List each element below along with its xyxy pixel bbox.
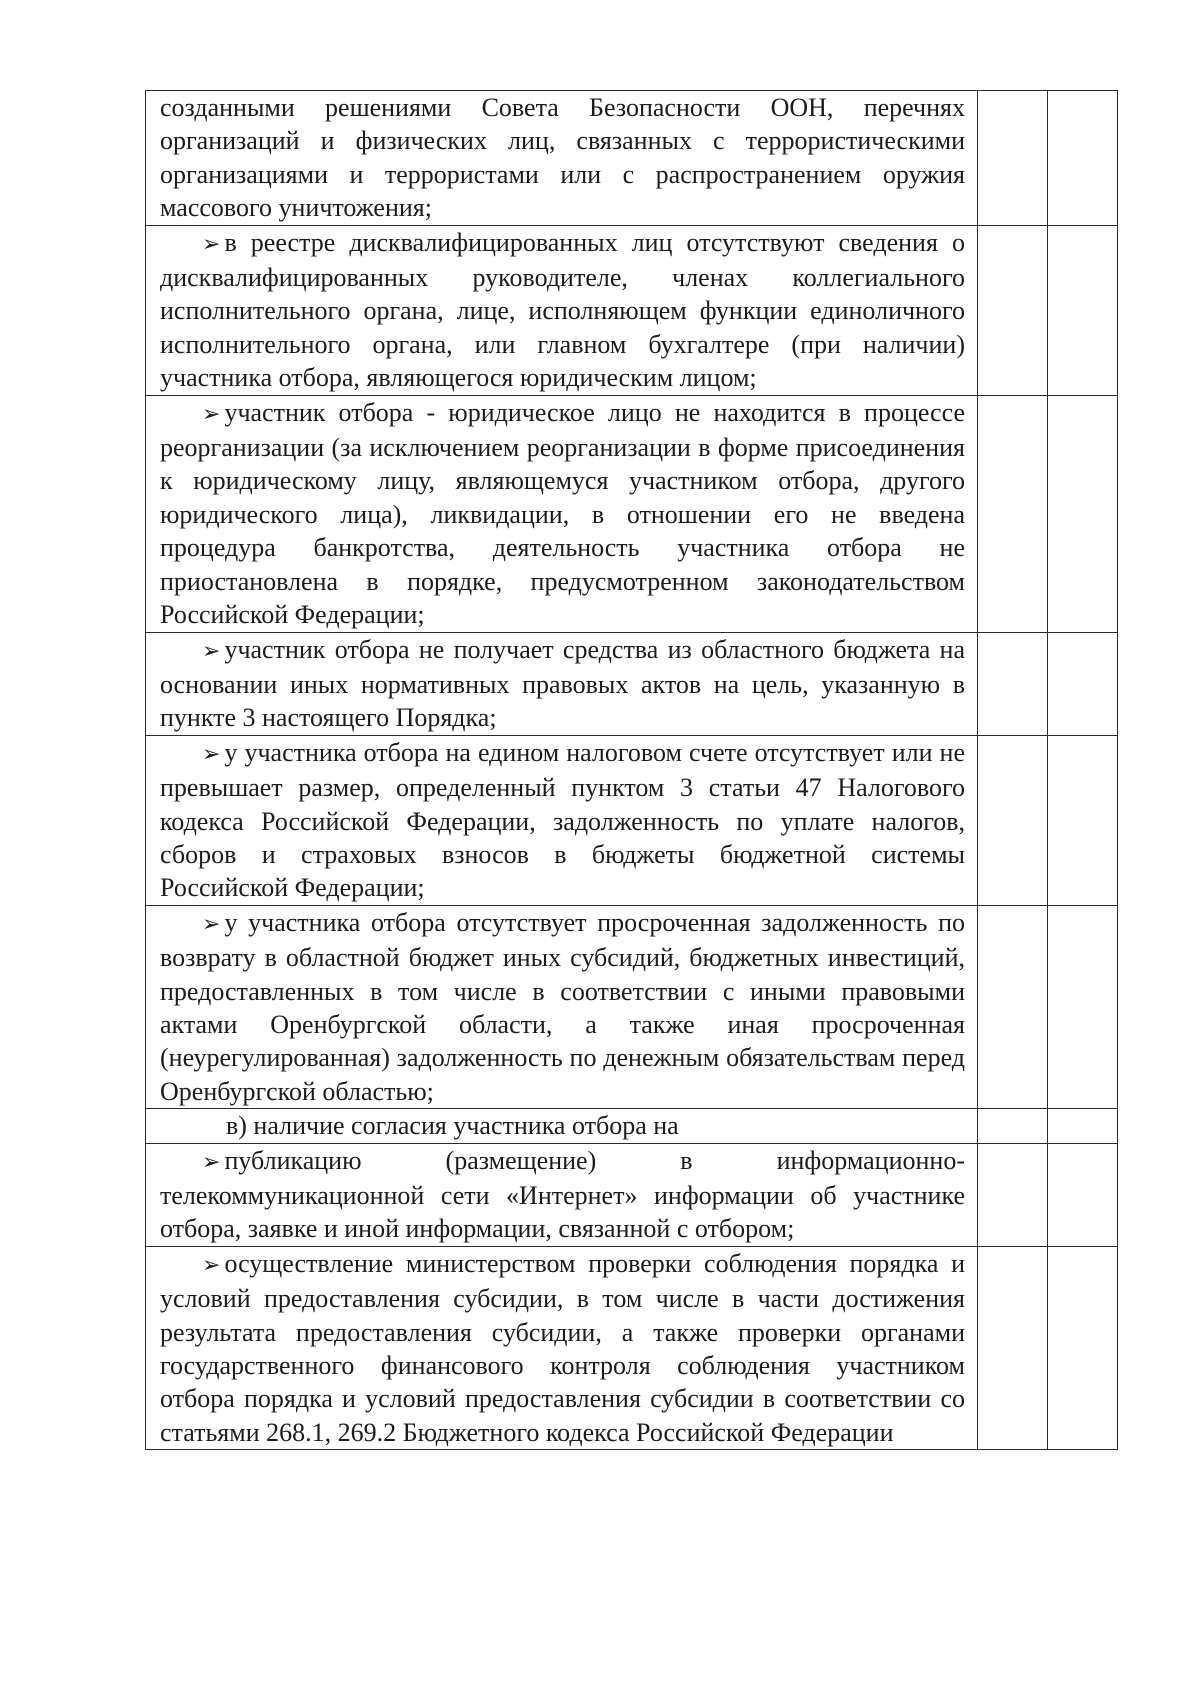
requirement-paragraph	[160, 736, 965, 905]
table-row	[146, 905, 1118, 1108]
requirement-text-cell	[146, 1143, 978, 1246]
check-cell-2	[1048, 395, 1118, 632]
requirement-text: осуществление министерством проверки соблюдения порядка и условий предоставления субсидии, в том числе в части достижения результата предоставления субсидии, а также проверки органами государственного финансового контроля соблюдения участником отбора порядка и условий предоставления субсидии в соответствии со статьями 268.1, 269.2 Бюджетного кодекса Российской Федерации	[160, 1248, 965, 1447]
table-row	[146, 1246, 1118, 1449]
requirement-text: у участника отбора на едином налоговом счете отсутствует или не превышает размер, определенный пунктом 3 статьи 47 Налогового кодекса Российской Федерации, задолженность по уплате налогов, сборов и страховых взносов в бюджеты бюджетной системы Российской Федерации;	[160, 737, 965, 903]
check-cell-1	[978, 632, 1048, 735]
requirement-text: у участника отбора отсутствует просроченная задолженность по возврату в областной бюджет иных субсидий, бюджетных инвестиций, предоставленных в том числе в соответствии с иными правовыми актами Оренбургской области, а также иная просроченная (неурегулированная) задолженность по денежным обязательствам перед Оренбургской областью;	[160, 907, 965, 1106]
requirement-paragraph	[160, 1247, 965, 1449]
check-cell-2	[1048, 225, 1118, 395]
requirement-paragraph	[160, 1144, 965, 1246]
requirement-paragraph	[160, 226, 965, 395]
arrow-bullet-icon: ➢	[202, 1149, 221, 1175]
requirement-text: публикацию (размещение) в информационно-телекоммуникационной сети «Интернет» информации об участнике отбора, заявке и иной информации, связанной с отбором;	[160, 1145, 965, 1244]
requirement-text: участник отбора не получает средства из областного бюджета на основании иных нормативных правовых актов на цель, указанную в пункте 3 настоящего Порядка;	[160, 634, 965, 733]
arrow-bullet-icon: ➢	[202, 741, 221, 767]
check-cell-1	[978, 1109, 1048, 1143]
requirement-text-cell	[146, 735, 978, 905]
check-cell-1	[978, 1143, 1048, 1246]
check-cell-1	[978, 905, 1048, 1108]
table-row	[146, 225, 1118, 395]
requirement-text: созданными решениями Совета Безопасности ООН, перечнях организаций и физических лиц, связанных с террористическими организациями и террористами или с распространением оружия массового уничтожения;	[160, 93, 965, 223]
requirement-text: в) наличие согласия участника отбора на	[226, 1111, 679, 1141]
requirement-text: участник отбора - юридическое лицо не находится в процессе реорганизации (за исключением реорганизации в форме присоединения к юридическому лицу, являющемуся участником отбора, другого юридического лица), ликвидации, в отношении его не введена процедура банкротства, деятельность участника отбора не приостановлена в порядке, предусмотренном законодательством Российской Федерации;	[160, 397, 965, 630]
arrow-bullet-icon: ➢	[202, 638, 221, 664]
requirements-table	[145, 90, 1118, 1450]
requirement-text-cell	[146, 1246, 978, 1449]
requirement-text-cell	[146, 91, 978, 226]
check-cell-2	[1048, 735, 1118, 905]
check-cell-1	[978, 735, 1048, 905]
table-row	[146, 632, 1118, 735]
requirement-text-cell	[146, 1109, 978, 1143]
check-cell-2	[1048, 632, 1118, 735]
requirement-text-cell	[146, 395, 978, 632]
table-row	[146, 735, 1118, 905]
arrow-bullet-icon: ➢	[202, 1252, 221, 1278]
requirement-text-cell	[146, 905, 978, 1108]
check-cell-2	[1048, 1109, 1118, 1143]
requirement-paragraph	[160, 396, 965, 632]
check-cell-2	[1048, 1143, 1118, 1246]
check-cell-1	[978, 91, 1048, 226]
check-cell-1	[978, 225, 1048, 395]
requirement-text-cell	[146, 632, 978, 735]
requirement-paragraph	[160, 633, 965, 735]
table-row	[146, 91, 1118, 226]
check-cell-2	[1048, 91, 1118, 226]
requirement-paragraph	[160, 906, 965, 1108]
arrow-bullet-icon: ➢	[202, 231, 221, 257]
table-row	[146, 395, 1118, 632]
arrow-bullet-icon: ➢	[202, 911, 221, 937]
check-cell-2	[1048, 1246, 1118, 1449]
check-cell-2	[1048, 905, 1118, 1108]
table-row	[146, 1143, 1118, 1246]
table-row	[146, 1109, 1118, 1143]
check-cell-1	[978, 1246, 1048, 1449]
requirement-text-cell	[146, 225, 978, 395]
check-cell-1	[978, 395, 1048, 632]
arrow-bullet-icon: ➢	[202, 401, 221, 427]
requirement-text: в реестре дисквалифицированных лиц отсутствуют сведения о дисквалифицированных руководителе, членах коллегиального исполнительного органа, лице, исполняющем функции единоличного исполнительного органа, или главном бухгалтере (при наличии) участника отбора, являющегося юридическим лицом;	[160, 227, 965, 393]
